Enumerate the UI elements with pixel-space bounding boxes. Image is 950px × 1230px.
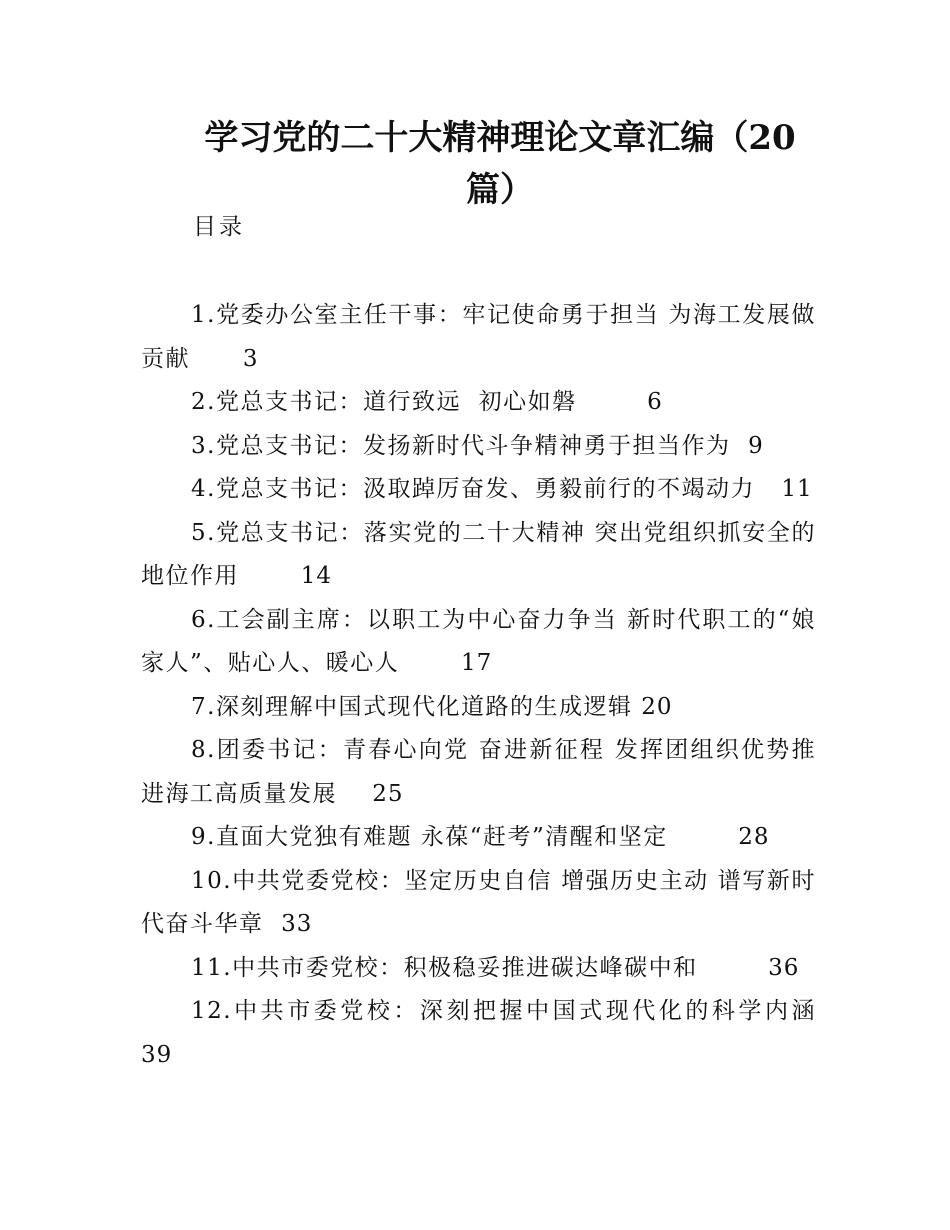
toc-entry[interactable] — [141, 860, 816, 947]
toc-entry[interactable] — [141, 381, 816, 425]
toc-entry[interactable] — [141, 947, 816, 991]
toc-entry-page: 17 — [460, 650, 493, 676]
toc-entry-page: 36 — [768, 954, 800, 981]
toc-entry[interactable] — [141, 729, 816, 816]
toc-entry-page: 6 — [647, 389, 663, 415]
toc-entry[interactable] — [141, 686, 816, 730]
toc-entry-page: 28 — [738, 824, 770, 850]
toc-entry-title: 2.党总支书记：道行致远 初心如磐 — [191, 389, 577, 415]
toc-entry-title: 3.党总支书记：发扬新时代斗争精神勇于担当作为 — [191, 432, 731, 459]
toc-entry-page: 11 — [781, 476, 813, 502]
toc-entry[interactable] — [141, 468, 816, 512]
toc-entry-title: 5.党总支书记：落实党的二十大精神 突出党组织抓安全的地位作用 — [141, 519, 816, 589]
table-of-contents — [141, 294, 816, 1077]
toc-entry-title: 1.党委办公室主任干事：牢记使命勇于担当 为海工发展做贡献 — [141, 302, 816, 372]
toc-entry[interactable] — [141, 599, 816, 686]
toc-entry-page: 3 — [242, 345, 259, 372]
toc-entry-title: 10.中共党委党校：坚定历史自信 增强历史主动 谱写新时代奋斗华章 — [141, 867, 816, 937]
toc-entry-title: 7.深刻理解中国式现代化道路的生成逻辑 — [191, 693, 633, 720]
toc-entry[interactable] — [141, 816, 816, 860]
toc-entry-page: 33 — [281, 911, 313, 937]
toc-entry-title: 9.直面大党独有难题 永葆“赶考”清醒和坚定 — [191, 824, 668, 850]
toc-entry-page: 25 — [372, 780, 404, 807]
toc-entry[interactable] — [141, 990, 816, 1077]
toc-entry-page: 14 — [300, 563, 332, 589]
toc-entry-title: 4.党总支书记：汲取踔厉奋发、勇毅前行的不竭动力 — [191, 476, 755, 502]
toc-entry[interactable] — [141, 294, 816, 381]
toc-heading: 目录 — [193, 214, 245, 240]
document-title: 学习党的二十大精神理论文章汇编（20篇） — [204, 118, 796, 210]
toc-entry-title: 6.工会副主席：以职工为中心奋力争当 新时代职工的“娘家人”、贴心人、暖心人 — [141, 606, 816, 676]
toc-entry-title: 12.中共市委党校：深刻把握中国式现代化的科学内涵 — [191, 998, 816, 1024]
toc-entry[interactable] — [141, 425, 816, 469]
toc-entry-page: 39 — [141, 1041, 173, 1068]
toc-entry-title: 11.中共市委党校：积极稳妥推进碳达峰碳中和 — [191, 954, 698, 981]
toc-entry-title: 8.团委书记：青春心向党 奋进新征程 发挥团组织优势推进海工高质量发展 — [141, 737, 816, 807]
toc-entry[interactable] — [141, 512, 816, 599]
toc-entry-page: 20 — [641, 693, 673, 720]
toc-entry-page: 9 — [748, 432, 764, 459]
